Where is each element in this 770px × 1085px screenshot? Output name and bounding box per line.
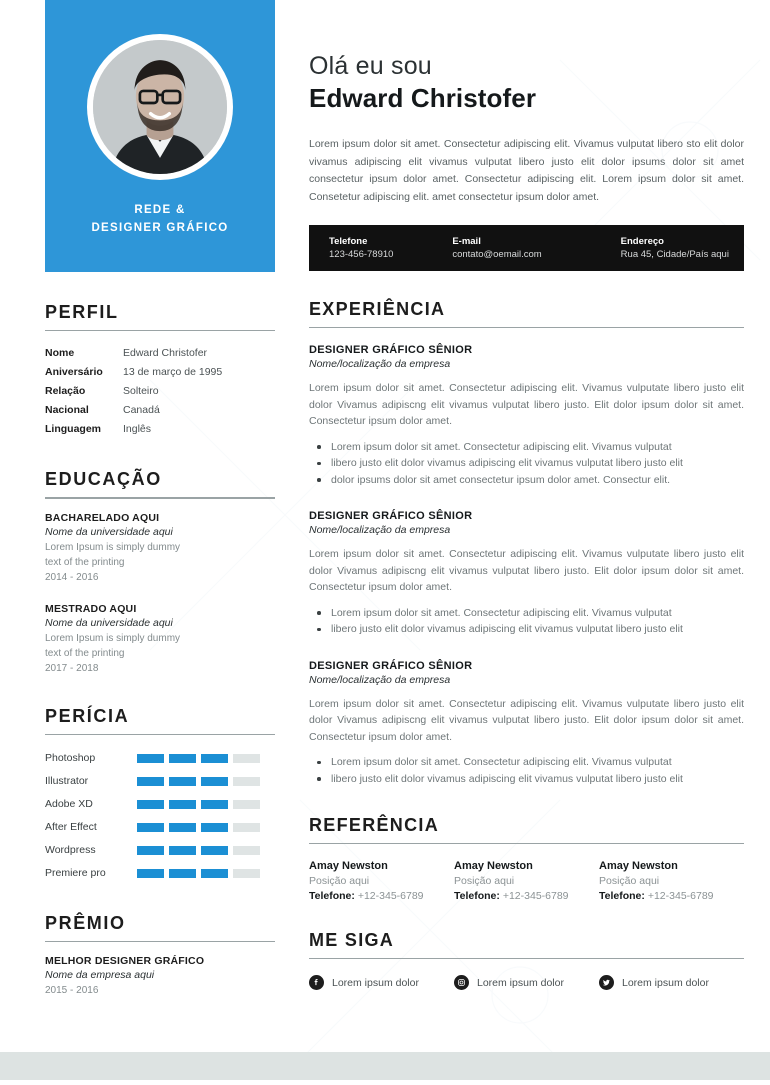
job-description: Lorem ipsum dolor sit amet. Consectetur adipiscing elit. Vivamus vulputate libero justo elit dolor Vivamus adipiscng elit vivamus vulputat libero justo. Elit dolor ipsum dolor sit amet. Consectetur ipsum dolor amet. [309, 548, 744, 593]
job-company: Nome/localização da empresa [309, 524, 451, 536]
skill-name: Photoshop [45, 752, 96, 764]
reference-name: Amay Newston [454, 860, 533, 872]
divider [45, 941, 275, 942]
education-desc-line2: text of the printing [45, 557, 125, 568]
section-educacao [45, 469, 275, 676]
contact-phone [329, 235, 452, 261]
reference-phone-value: +12-345-6789 [502, 890, 569, 902]
skill-segment [137, 777, 164, 786]
divider [45, 497, 275, 499]
skills-list [45, 748, 275, 883]
avatar [93, 40, 227, 174]
section-perfil [45, 302, 275, 439]
section-title-me-siga: ME SIGA [309, 930, 395, 950]
skill-segment [169, 846, 196, 855]
job-bullet: Lorem ipsum dolor sit amet. Consectetur adipiscing elit. Vivamus vulputat [309, 754, 744, 771]
skill-segment [233, 869, 260, 878]
skill-level-bars [137, 823, 260, 832]
reference-phone [309, 890, 454, 902]
education-school: Nome da universidade aqui [45, 617, 173, 629]
perfil-value: Edward Christofer [123, 347, 208, 359]
social-item-twitter[interactable] [599, 975, 744, 990]
skill-level-bars [137, 754, 260, 763]
skill-segment [169, 869, 196, 878]
skill-row [45, 817, 275, 837]
facebook-icon [309, 975, 324, 990]
experience-list [309, 344, 744, 787]
skill-segment [137, 846, 164, 855]
contact-email [452, 235, 620, 261]
contact-address [621, 235, 744, 261]
skill-name: Illustrator [45, 775, 89, 787]
skill-segment [169, 823, 196, 832]
skill-name: Wordpress [45, 844, 96, 856]
award-company: Nome da empresa aqui [45, 969, 155, 981]
skill-segment [201, 846, 228, 855]
skill-segment [201, 754, 228, 763]
divider [309, 843, 744, 844]
perfil-row [45, 344, 275, 363]
skill-row [45, 863, 275, 883]
social-list [309, 975, 744, 990]
reference-phone [599, 890, 744, 902]
contact-value: Rua 45, Cidade/País aqui [620, 249, 729, 260]
contact-label: Telefone [329, 236, 368, 247]
award-entry [45, 955, 275, 998]
photo-panel [45, 0, 275, 272]
skill-name: Premiere pro [45, 867, 106, 879]
perfil-key: Nacional [45, 404, 89, 416]
skill-level-bars [137, 846, 260, 855]
section-title-educacao: EDUCAÇÃO [45, 469, 162, 489]
reference-position: Posição aqui [309, 875, 370, 887]
reference-list [309, 860, 744, 902]
perfil-value: 13 de março de 1995 [123, 366, 223, 378]
job-company: Nome/localização da empresa [309, 673, 451, 686]
job-bullet: libero justo elit dolor vivamus adipiscing elit vivamus vulputat libero justo elit [309, 771, 744, 788]
main-content [309, 0, 744, 990]
education-years: 2017 - 2018 [45, 663, 99, 674]
skill-name: After Effect [45, 821, 97, 833]
social-item-facebook[interactable] [309, 975, 454, 990]
education-entry [45, 603, 275, 676]
reference-phone-value: +12-345-6789 [647, 890, 714, 902]
job-title: DESIGNER GRÁFICO SÊNIOR [309, 510, 473, 522]
skill-segment [201, 800, 228, 809]
job-bullet: Lorem ipsum dolor sit amet. Consectetur adipiscing elit. Vivamus vulputat [309, 439, 744, 456]
education-entry [45, 512, 275, 585]
education-years: 2014 - 2016 [45, 572, 99, 583]
contact-label: E-mail [452, 236, 481, 247]
job-description: Lorem ipsum dolor sit amet. Consectetur adipiscing elit. Vivamus vulputate libero justo elit dolor Vivamus adipiscng elit vivamus vulputat libero justo. Elit dolor ipsum dolor sit amet. Consectetur ipsum dolor amet. [309, 697, 744, 743]
section-experiencia [309, 299, 744, 787]
skill-segment [233, 823, 260, 832]
role-title [91, 202, 228, 238]
education-desc-line1: Lorem Ipsum is simply dummy [45, 542, 181, 553]
reference-name: Amay Newston [309, 860, 388, 872]
skill-row [45, 840, 275, 860]
skill-segment [137, 800, 164, 809]
social-label: Lorem ipsum dolor [477, 976, 564, 989]
divider [45, 734, 275, 735]
award-name: MELHOR DESIGNER GRÁFICO [45, 955, 205, 967]
skill-segment [169, 754, 196, 763]
perfil-row [45, 382, 275, 401]
reference-item [599, 860, 744, 902]
section-referencia [309, 815, 744, 902]
perfil-row [45, 363, 275, 382]
job-bullet-list [309, 605, 744, 638]
reference-item [309, 860, 454, 902]
intro-paragraph: Lorem ipsum dolor sit amet. Consectetur adipiscing elit. Vivamus vulputat libero sto elit dolor vivamus adipiscing elit vivamus vulputat libero justo elit dolor ipsums dolor sit amet consectetur ipsum dolor amet. Consectetur adipiscing elit. Lorem ipsum dolor sit amet. Consetetur adipiscing elit. amet consectetur ipsum dolor amet. [309, 138, 744, 203]
job-company: Nome/localização da empresa [309, 358, 451, 370]
skill-segment [233, 846, 260, 855]
skill-segment [233, 754, 260, 763]
contact-value: 123-456-78910 [329, 249, 394, 260]
skill-segment [233, 777, 260, 786]
greeting: Olá eu sou [309, 52, 432, 80]
section-title-referencia: REFERÊNCIA [309, 815, 440, 835]
perfil-value: Inglês [123, 423, 152, 435]
social-label: Lorem ipsum dolor [332, 976, 419, 989]
job-title: DESIGNER GRÁFICO SÊNIOR [309, 659, 473, 672]
skill-segment [201, 823, 228, 832]
skill-segment [137, 869, 164, 878]
divider [45, 330, 275, 331]
contact-label: Endereço [620, 236, 664, 247]
job-bullet: dolor ipsums dolor sit amet consectetur ipsum dolor amet. Consectur elit. [309, 472, 744, 489]
education-degree: MESTRADO AQUI [45, 603, 137, 615]
section-premio [45, 913, 275, 998]
education-degree: BACHARELADO AQUI [45, 512, 160, 524]
skill-segment [233, 800, 260, 809]
reference-phone-label: Telefone: [454, 890, 500, 902]
reference-position: Posição aqui [599, 875, 660, 887]
page-title: Edward Christofer [309, 83, 537, 113]
skill-level-bars [137, 869, 260, 878]
skill-segment [201, 777, 228, 786]
skill-level-bars [137, 777, 260, 786]
perfil-key: Aniversário [45, 366, 103, 378]
skill-level-bars [137, 800, 260, 809]
reference-item [454, 860, 599, 902]
footer-strip [0, 1052, 770, 1080]
job-bullet: Lorem ipsum dolor sit amet. Consectetur adipiscing elit. Vivamus vulputat [309, 605, 744, 622]
perfil-key: Relação [45, 385, 86, 397]
education-desc-line1: Lorem Ipsum is simply dummy [45, 633, 181, 644]
left-sidebar [45, 0, 275, 998]
perfil-key: Linguagem [45, 423, 102, 435]
reference-phone-label: Telefone: [599, 890, 645, 902]
perfil-table [45, 344, 275, 439]
reference-position: Posição aqui [454, 875, 515, 887]
perfil-row [45, 420, 275, 439]
education-desc-line2: text of the printing [45, 648, 125, 659]
social-item-instagram[interactable] [454, 975, 599, 990]
skill-segment [201, 869, 228, 878]
job-title: DESIGNER GRÁFICO SÊNIOR [309, 344, 473, 356]
contact-value: contato@oemail.com [452, 249, 542, 260]
section-title-experiencia: EXPERIÊNCIA [309, 299, 446, 319]
contact-bar [309, 225, 744, 271]
job-bullet-list [309, 439, 744, 489]
role-line-1: REDE & [134, 204, 186, 216]
section-title-premio: PRÊMIO [45, 913, 126, 933]
section-pericia [45, 706, 275, 883]
twitter-icon [599, 975, 614, 990]
experience-item [309, 510, 744, 638]
job-bullet: libero justo elit dolor vivamus adipiscing elit vivamus vulputat libero justo elit [309, 621, 744, 638]
job-description: Lorem ipsum dolor sit amet. Consectetur adipiscing elit. Vivamus vulputate libero justo elit dolor Vivamus adipiscng elit vivamus vulputat libero justo. Elit dolor ipsum dolor sit amet. Consectetur ipsum dolor amet. [309, 382, 744, 427]
section-title-pericia: PERÍCIA [45, 706, 130, 726]
skill-row [45, 794, 275, 814]
avatar-ring [87, 34, 233, 180]
job-bullet-list [309, 754, 744, 787]
role-line-2: DESIGNER GRÁFICO [91, 221, 229, 234]
social-label: Lorem ipsum dolor [622, 976, 709, 989]
divider [309, 327, 744, 328]
skill-row [45, 748, 275, 768]
perfil-key: Nome [45, 347, 75, 359]
education-school: Nome da universidade aqui [45, 526, 173, 538]
skill-segment [169, 800, 196, 809]
perfil-value: Canadá [123, 404, 160, 416]
experience-item [309, 660, 744, 788]
reference-name: Amay Newston [599, 860, 678, 872]
skill-row [45, 771, 275, 791]
reference-phone [454, 890, 599, 902]
skill-name: Adobe XD [45, 798, 93, 810]
skill-segment [137, 754, 164, 763]
reference-phone-value: +12-345-6789 [357, 890, 424, 902]
section-me-siga [309, 930, 744, 990]
award-years: 2015 - 2016 [45, 985, 99, 996]
section-title-perfil: PERFIL [45, 302, 119, 322]
perfil-row [45, 401, 275, 420]
job-bullet: libero justo elit dolor vivamus adipiscing elit vivamus vulputat libero justo elit [309, 455, 744, 472]
perfil-value: Solteiro [123, 385, 159, 397]
skill-segment [137, 823, 164, 832]
divider [309, 958, 744, 959]
reference-phone-label: Telefone: [309, 890, 355, 902]
experience-item [309, 344, 744, 488]
instagram-icon [454, 975, 469, 990]
skill-segment [169, 777, 196, 786]
